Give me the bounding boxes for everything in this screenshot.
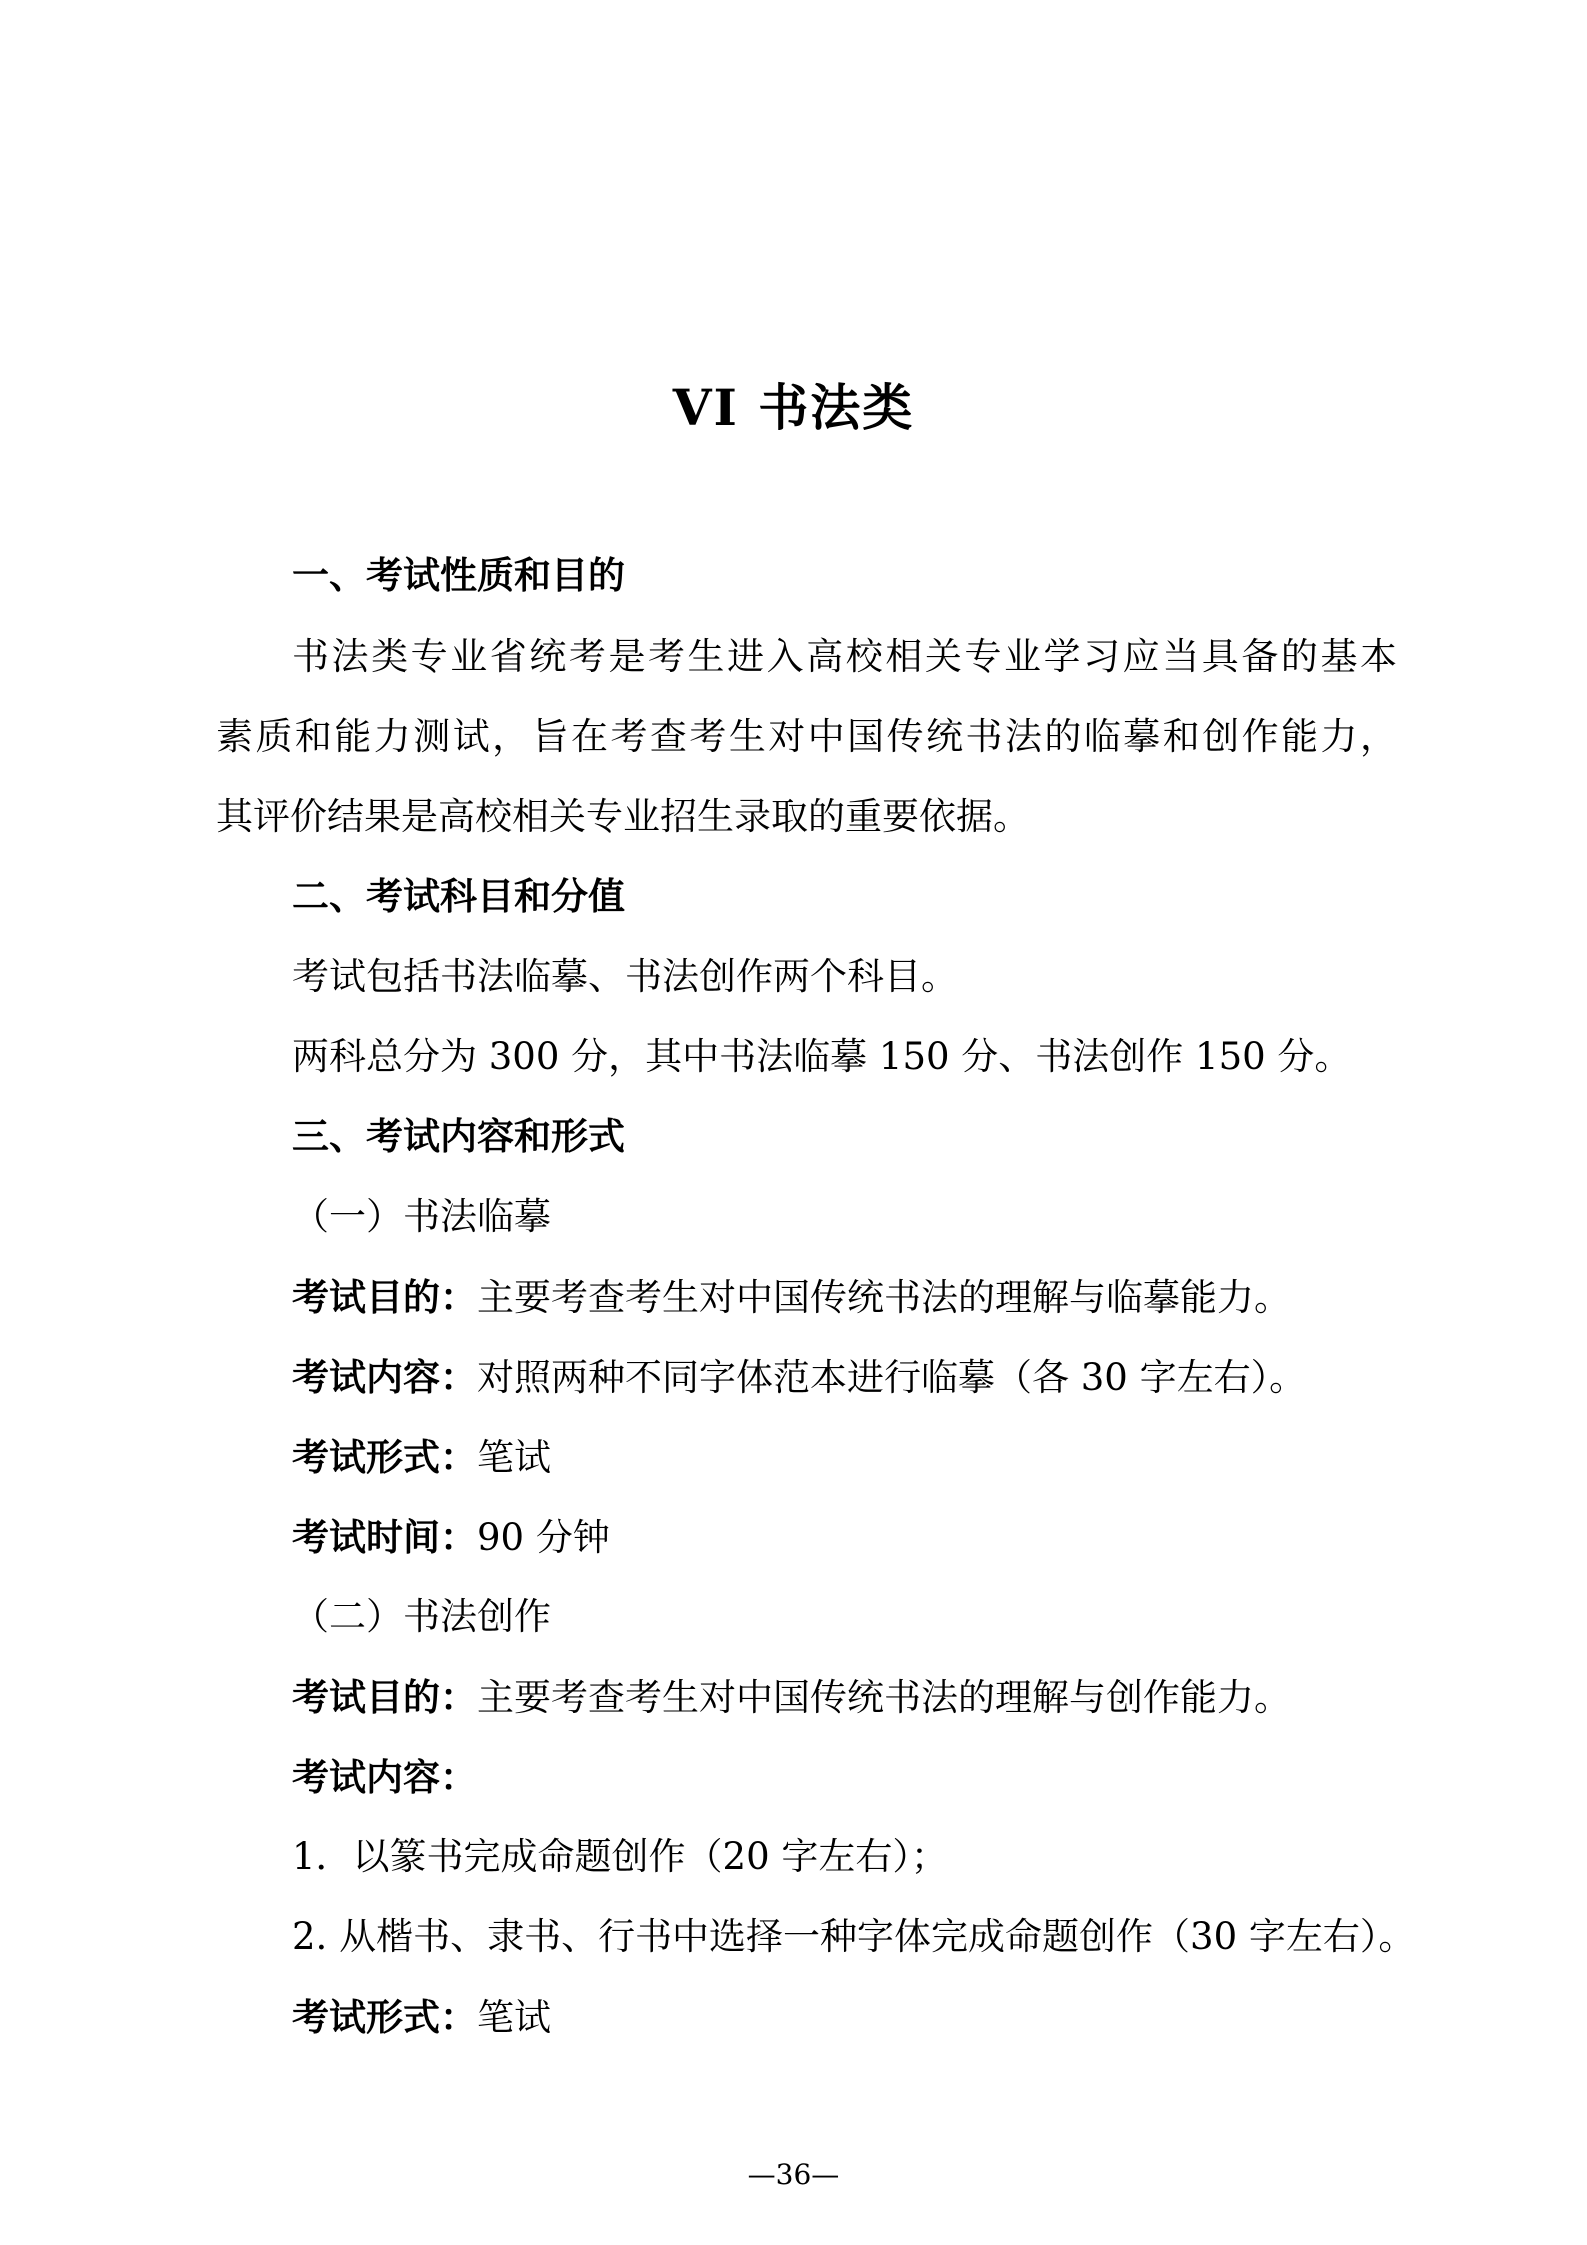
field-value: 笔试 [477, 1436, 551, 1479]
field-form [292, 1433, 551, 1482]
paragraph-line: 其评价结果是高校相关专业招生录取的重要依据。 [216, 795, 1030, 838]
paragraph-line: 考试包括书法临摹、书法创作两个科目。 [292, 955, 958, 998]
field-value: 90 分钟 [477, 1516, 610, 1559]
field-value: 对照两种不同字体范本进行临摹（各 30 字左右）。 [477, 1356, 1307, 1399]
list-item: 2. 从楷书、隶书、行书中选择一种字体完成命题创作（30 字左右）。 [292, 1915, 1416, 1958]
field-label: 考试内容： [292, 1355, 477, 1399]
paragraph-line: 书法类专业省统考是考生进入高校相关专业学习应当具备的基本 [292, 635, 1397, 678]
field-label: 考试目的： [292, 1275, 477, 1319]
subsection-heading-1: （一）书法临摹 [292, 1195, 551, 1238]
section-heading-2: 二、考试科目和分值 [292, 875, 625, 918]
field-label: 考试形式： [292, 1435, 477, 1479]
field-time [292, 1513, 610, 1562]
section-heading-1: 一、考试性质和目的 [292, 554, 625, 597]
field-content [292, 1353, 1306, 1402]
field-label: 考试目的： [292, 1675, 477, 1719]
list-item: 1．以篆书完成命题创作（20 字左右）； [292, 1835, 948, 1878]
field-form [292, 1993, 551, 2042]
field-label: 考试时间： [292, 1515, 477, 1559]
field-value: 主要考查考生对中国传统书法的理解与临摹能力。 [477, 1276, 1291, 1319]
field-value: 笔试 [477, 1996, 551, 2039]
field-purpose [292, 1273, 1291, 1322]
field-purpose [292, 1673, 1291, 1722]
subsection-heading-2: （二）书法创作 [292, 1595, 551, 1638]
field-label: 考试形式： [292, 1995, 477, 2039]
page-number: —36— [747, 2158, 840, 2191]
field-content [292, 1753, 477, 1802]
page-title: VI 书法类 [672, 378, 915, 437]
field-label: 考试内容： [292, 1755, 477, 1799]
section-heading-3: 三、考试内容和形式 [292, 1115, 625, 1158]
paragraph-line: 素质和能力测试，旨在考查考生对中国传统书法的临摹和创作能力， [216, 715, 1397, 758]
paragraph-line: 两科总分为 300 分，其中书法临摹 150 分、书法创作 150 分。 [292, 1035, 1352, 1078]
field-value: 主要考查考生对中国传统书法的理解与创作能力。 [477, 1676, 1291, 1719]
